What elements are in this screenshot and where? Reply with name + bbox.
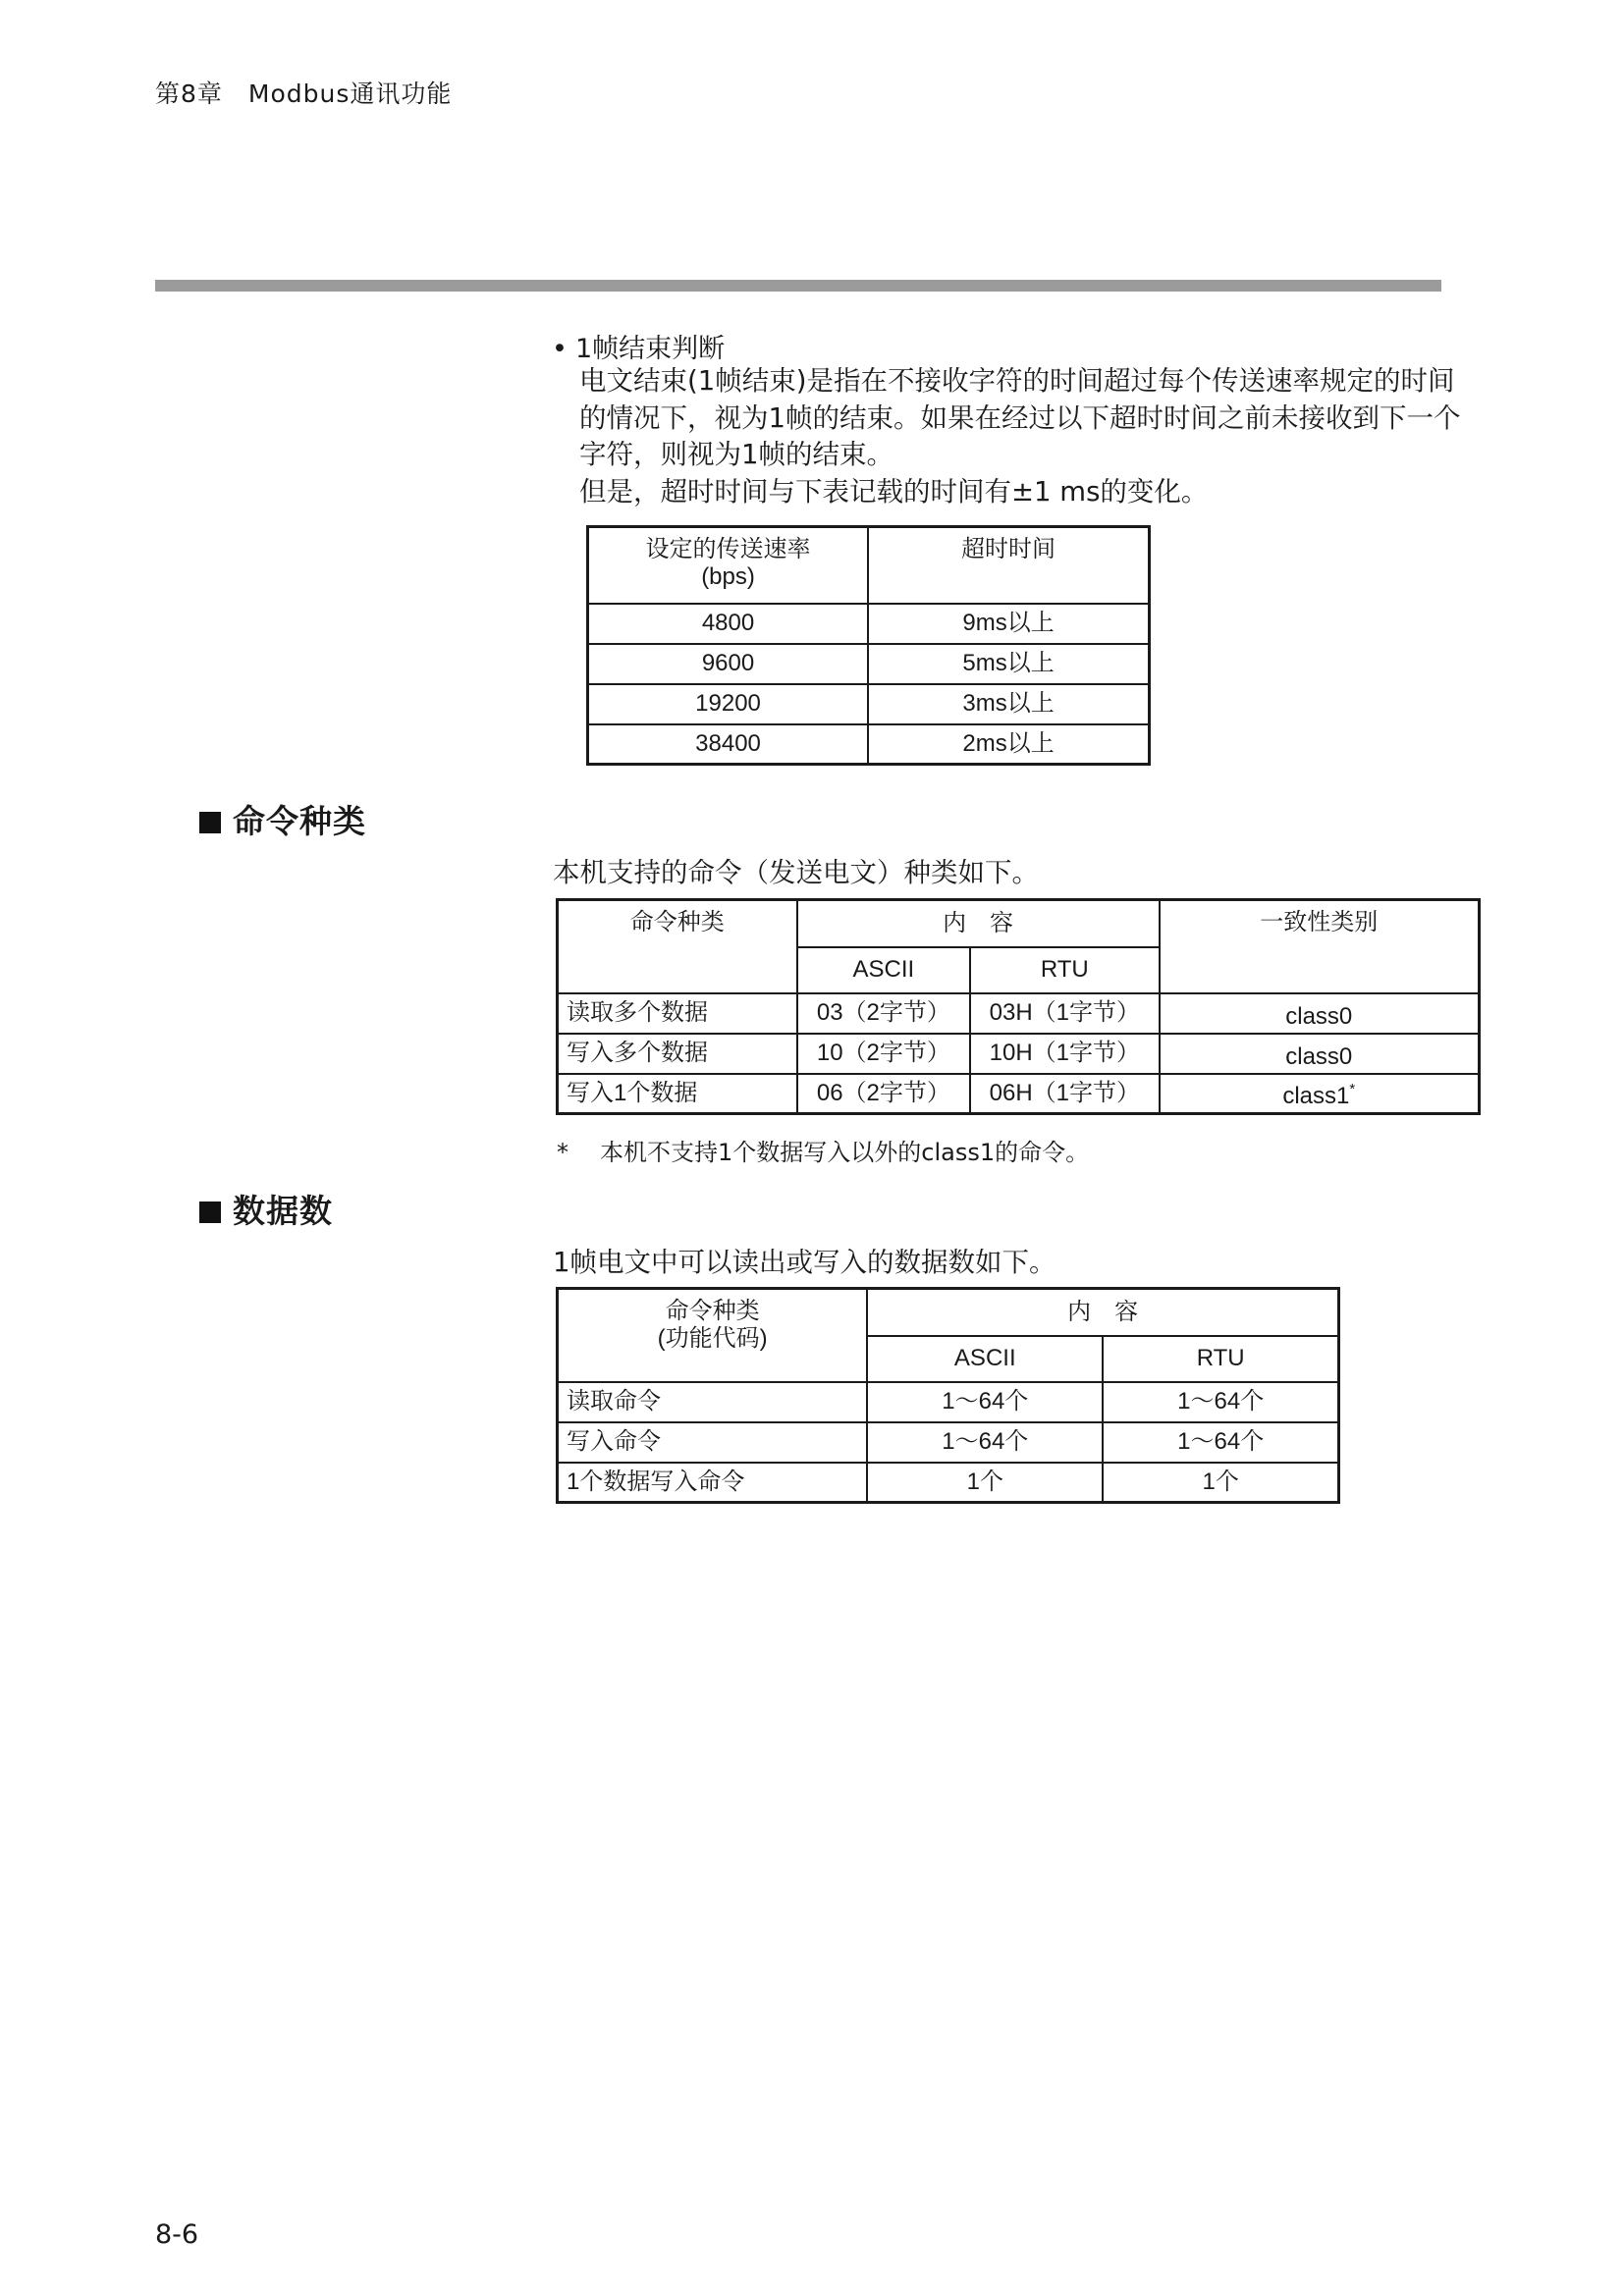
table-row (558, 1382, 1339, 1422)
frame-end-paragraph (579, 363, 1502, 510)
rtu-cell: 1～64个 (1103, 1422, 1338, 1463)
header-rate-line1: 设定的传送速率 (645, 536, 811, 562)
paragraph-line: 字符，则视为1帧的结束。 (579, 439, 893, 470)
frame-end-title-text: 1帧结束判断 (575, 334, 726, 364)
command-types-heading (199, 796, 366, 842)
chapter-header: 第8章 Modbus通讯功能 (155, 80, 453, 108)
paragraph-line: 的情况下，视为1帧的结束。如果在经过以下超时时间之前未接收到下一个 (579, 401, 1461, 434)
header-command-line1: 命令种类 (665, 1298, 760, 1324)
command-cell: 1个数据写入命令 (558, 1463, 868, 1503)
page-number: 8-6 (155, 2219, 199, 2250)
table-row (558, 1074, 1480, 1114)
table-header-row (558, 1289, 1339, 1336)
header-rule (155, 280, 1441, 292)
table-row (588, 684, 1150, 724)
timeout-cell: 9ms以上 (868, 604, 1149, 644)
ascii-cell: 1～64个 (867, 1382, 1103, 1422)
class-value: class0 (1285, 1042, 1353, 1070)
data-count-intro: 1帧电文中可以读出或写入的数据数如下。 (553, 1247, 1056, 1278)
class-cell (1160, 993, 1480, 1034)
square-bullet-icon (199, 1201, 221, 1223)
class-value: class1 (1282, 1083, 1350, 1110)
table-row (588, 644, 1150, 684)
table-row (588, 604, 1150, 644)
header-content: 内 容 (797, 900, 1160, 947)
command-cell: 写入多个数据 (558, 1034, 797, 1074)
command-cell: 写入1个数据 (558, 1074, 797, 1114)
header-command-line2: (功能代码) (657, 1325, 768, 1352)
class-cell (1160, 1074, 1480, 1114)
command-types-intro: 本机支持的命令（发送电文）种类如下。 (553, 857, 1039, 888)
rtu-cell: 1～64个 (1103, 1382, 1338, 1422)
data-count-heading-text: 数据数 (233, 1192, 333, 1230)
ascii-cell: 10（2字节） (797, 1034, 971, 1074)
class-value: class0 (1285, 1002, 1353, 1030)
command-cell: 读取多个数据 (558, 993, 797, 1034)
table-row (558, 993, 1480, 1034)
header-command: 命令种类 (558, 900, 797, 993)
ascii-cell: 1个 (867, 1463, 1103, 1503)
header-timeout: 超时时间 (868, 527, 1149, 604)
command-types-table (556, 898, 1481, 1115)
rtu-cell: 06H（1字节） (970, 1074, 1159, 1114)
timeout-cell: 5ms以上 (868, 644, 1149, 684)
header-content: 内 容 (867, 1289, 1338, 1336)
ascii-cell: 1～64个 (867, 1422, 1103, 1463)
paragraph-line: 但是，超时时间与下表记载的时间有±1 ms的变化。 (579, 475, 1209, 507)
command-types-heading-text: 命令种类 (233, 802, 366, 840)
header-class: 一致性类别 (1160, 900, 1480, 993)
command-cell: 写入命令 (558, 1422, 868, 1463)
frame-end-title (552, 327, 725, 365)
table-row (558, 1422, 1339, 1463)
rtu-cell: 1个 (1103, 1463, 1338, 1503)
class-cell (1160, 1034, 1480, 1074)
table-row (558, 1034, 1480, 1074)
header-rtu: RTU (970, 947, 1159, 993)
table-header-row (558, 900, 1480, 947)
command-types-footnote (557, 1133, 1089, 1167)
command-cell: 读取命令 (558, 1382, 868, 1422)
bullet-icon: • (552, 334, 568, 364)
header-rate-line2: (bps) (701, 563, 755, 590)
header-rate (588, 527, 869, 604)
header-command (558, 1289, 868, 1382)
class-note: * (1349, 1081, 1356, 1098)
rtu-cell: 10H（1字节） (970, 1034, 1159, 1074)
rate-cell: 4800 (588, 604, 869, 644)
table-row (558, 1463, 1339, 1503)
rtu-cell: 03H（1字节） (970, 993, 1159, 1034)
table-header-row (588, 527, 1150, 604)
header-ascii: ASCII (867, 1336, 1103, 1382)
ascii-cell: 06（2字节） (797, 1074, 971, 1114)
square-bullet-icon (199, 812, 221, 833)
header-ascii: ASCII (797, 947, 971, 993)
timeout-cell: 3ms以上 (868, 684, 1149, 724)
data-count-heading (199, 1186, 333, 1232)
footnote-mark: * (557, 1139, 568, 1166)
footnote-text: 本机不支持1个数据写入以外的class1的命令。 (600, 1139, 1090, 1166)
table-row (588, 724, 1150, 765)
rate-cell: 38400 (588, 724, 869, 765)
paragraph-line: 电文结束(1帧结束)是指在不接收字符的时间超过每个传送速率规定的时间 (579, 365, 1455, 397)
rate-cell: 19200 (588, 684, 869, 724)
rate-cell: 9600 (588, 644, 869, 684)
ascii-cell: 03（2字节） (797, 993, 971, 1034)
data-count-table (556, 1287, 1340, 1504)
timeout-table (586, 525, 1151, 766)
timeout-cell: 2ms以上 (868, 724, 1149, 765)
header-rtu: RTU (1103, 1336, 1338, 1382)
